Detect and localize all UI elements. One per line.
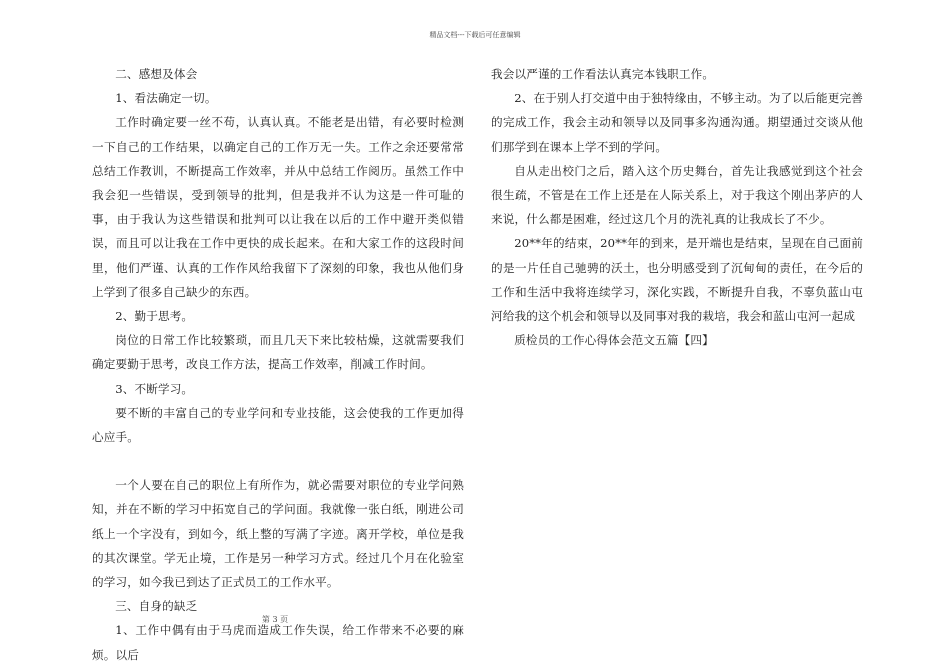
- next-article-title: 质检员的工作心得体会范文五篇【四】: [514, 333, 714, 348]
- subheading: 3、不断学习。: [115, 381, 194, 396]
- section-heading: 三、自身的缺乏: [115, 599, 198, 614]
- page-header: 精品文档---下载后可任意编辑: [429, 31, 521, 39]
- paragraph: 岗位的日常工作比较繁琐，而且几天下来比较枯燥，这就需要我们确定要勤于思考，改良工作方法，提高工作效率，削减工作时间。: [92, 333, 464, 372]
- paragraph: 要不断的丰富自己的专业学问和专业技能，这会使我的工作更加得心应手。: [92, 405, 464, 445]
- paragraph: 1、工作中偶有由于马虎而造成工作失误，给工作带来不必要的麻烦。以后: [92, 623, 464, 662]
- paragraph: 20**年的结束，20**年的到来，是开端也是结束，呈现在自己面前的是一片任自己驰骋的沃土，也分明感受到了沉甸甸的责任，在今后的工作和生活中我将连续学习，深化实践，不断提升自我，不辜负蓝山屯河给我的这个机会和领导以及同事对我的栽培，我会和蓝山屯河一起成: [491, 236, 863, 324]
- paragraph: 一个人要在自己的职位上有所作为，就必需要对职位的专业学问熟知，并在不断的学习中拓宽自己的学问面。我就像一张白纸，刚进公司纸上一个字没有，到如今，纸上整的写满了字迹。离开学校，单位是我的其次课堂。学无止境，工作是另一种学习方式。经过几个月在化验室的学习，如今我已到达了正式员工的工作水平。: [92, 478, 464, 590]
- left-column: [92, 62, 464, 667]
- page-number: 第 3 页: [261, 615, 289, 624]
- subheading: 1、看法确定一切。: [115, 91, 217, 106]
- paragraph-continuation: 我会以严谨的工作看法认真完本钱职工作。: [491, 67, 715, 81]
- paragraph: 自从走出校门之后，踏入这个历史舞台，首先让我感觉到这个社会很生疏，不管是在工作上还是在人际关系上，对于我这个刚出茅庐的人来说，什么都是困难，经过这几个月的洗礼真的让我成长了不少。: [491, 163, 863, 227]
- paragraph: 2、在于别人打交道中由于独特缘由，不够主动。为了以后能更完善的完成工作，我会主动和领导以及同事多沟通沟通。期望通过交谈从他们那学到在课本上学不到的学问。: [491, 91, 863, 154]
- right-column: [491, 62, 863, 352]
- section-heading: 二、感想及体会: [115, 67, 198, 81]
- subheading: 2、勤于思考。: [115, 309, 194, 324]
- paragraph: 工作时确定要一丝不苟，认真认真。不能老是出错，有必要时检测一下自己的工作结果，以确定自己的工作万无一失。工作之余还要常常总结工作教训，不断提高工作效率，并从中总结工作阅历。虽然工作中我会犯一些错误，受到领导的批判，但是我并不认为这是一件可耻的事，由于我认为这些错误和批判可以让我在以后的工作中避开类似错误，而且可以让我在工作中更快的成长起来。在和大家工作的这段时间里，他们严谨、认真的工作作风给我留下了深刻的印象，我也从他们身上学到了很多自己缺少的东西。: [92, 115, 464, 299]
